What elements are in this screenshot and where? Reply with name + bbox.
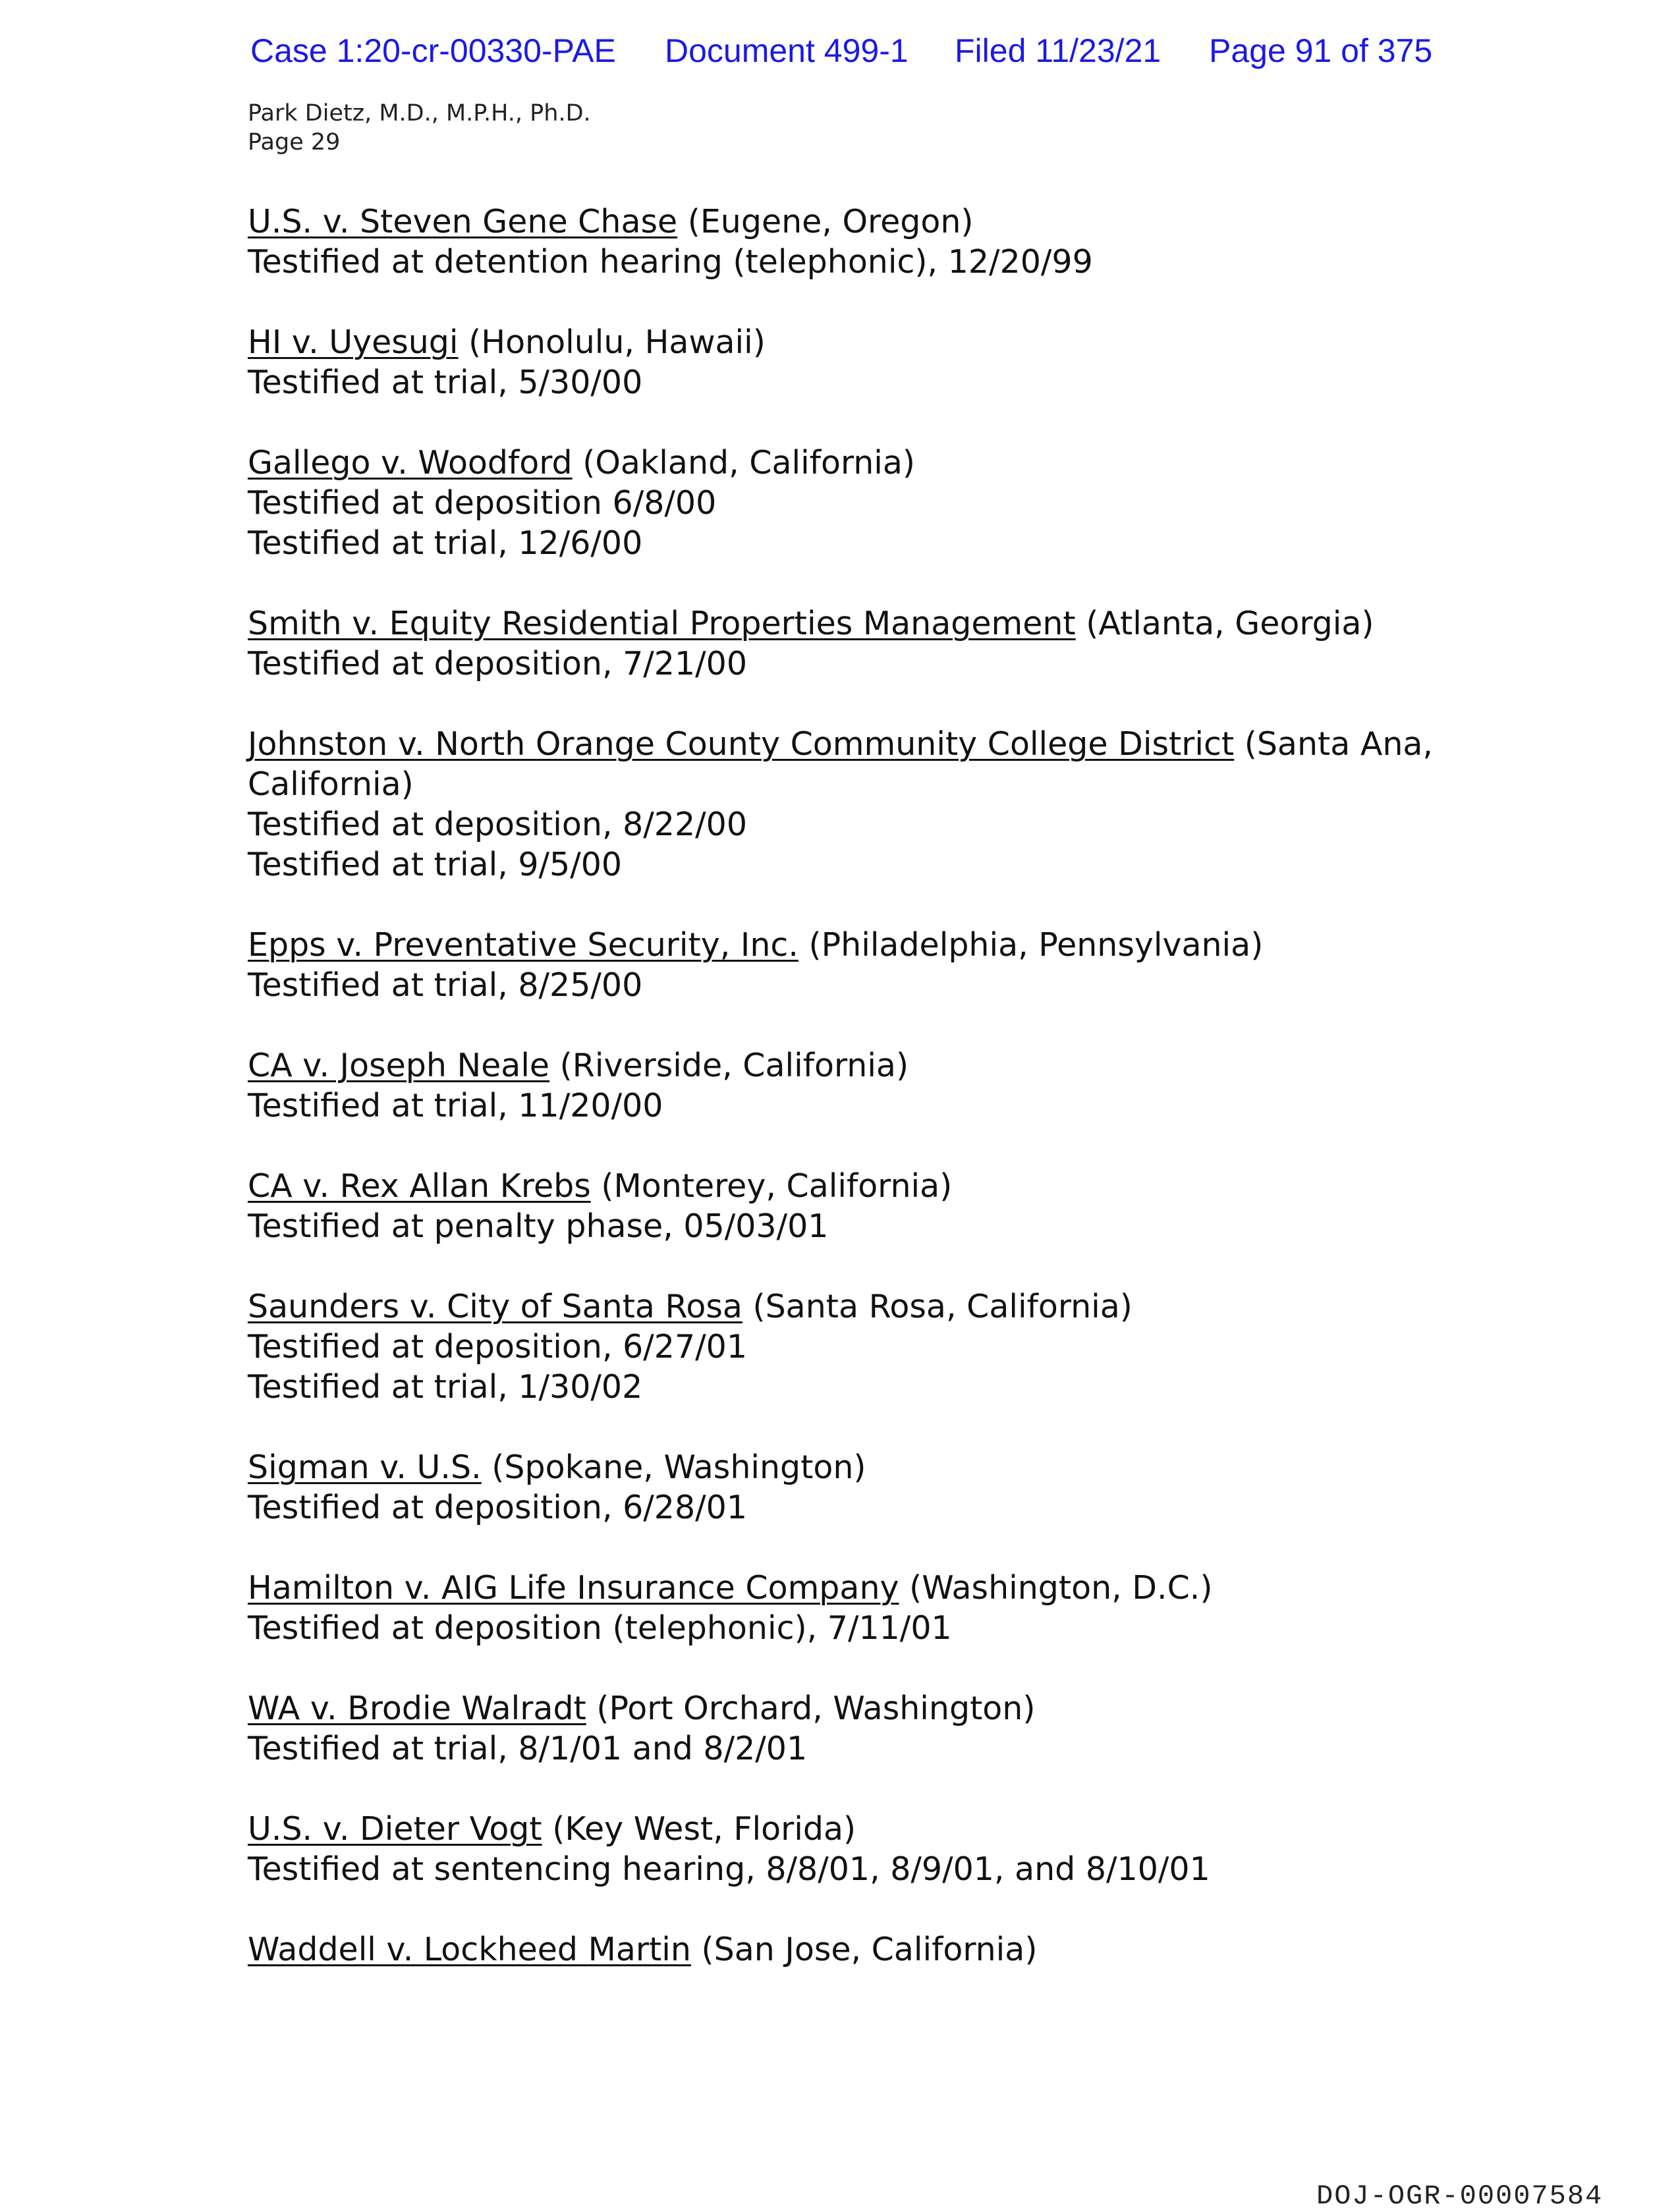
case-entry [248, 1688, 1447, 1769]
case-name: U.S. v. Dieter Vogt [248, 1810, 542, 1848]
case-heading [248, 1688, 1447, 1728]
testimony-detail: Testified at trial, 8/25/00 [248, 966, 643, 1004]
case-location: (Santa Ana, California) [248, 725, 1434, 803]
case-name: Johnston v. North Orange County Community College District [248, 725, 1235, 763]
case-name: Gallego v. Woodford [248, 444, 573, 482]
case-heading [248, 1045, 1447, 1086]
case-location: (Atlanta, Georgia) [1075, 605, 1374, 642]
case-entry [248, 1286, 1447, 1407]
case-heading [248, 1286, 1447, 1327]
case-location: (Oakland, California) [572, 444, 916, 482]
case-name: HI v. Uyesugi [248, 323, 459, 361]
case-heading [248, 1166, 1447, 1206]
case-name: Waddell v. Lockheed Martin [248, 1931, 691, 1968]
testimony-detail: Testified at penalty phase, 05/03/01 [248, 1207, 829, 1245]
case-name: Sigman v. U.S. [248, 1449, 482, 1486]
case-location: (Honolulu, Hawaii) [458, 323, 766, 361]
testimony-detail: Testified at trial, 11/20/00 [248, 1087, 663, 1124]
case-heading [248, 724, 1447, 804]
testimony-detail: Testified at deposition, 8/22/00 [248, 806, 747, 843]
case-entry [248, 603, 1447, 684]
case-heading [248, 1447, 1447, 1487]
running-head-author: Park Dietz, M.D., M.P.H., Ph.D. [248, 100, 591, 126]
case-name: Saunders v. City of Santa Rosa [248, 1288, 742, 1325]
bates-stamp: DOJ-OGR-00007584 [1316, 2180, 1604, 2212]
case-name: U.S. v. Steven Gene Chase [248, 203, 678, 240]
case-name: Smith v. Equity Residential Properties Management [248, 605, 1076, 642]
testimony-detail: Testified at trial, 1/30/02 [248, 1368, 643, 1406]
testimony-detail: Testified at trial, 9/5/00 [248, 846, 623, 883]
testimony-detail: Testified at sentencing hearing, 8/8/01, 8/9/01, and 8/10/01 [248, 1850, 1210, 1888]
page-count: Page 91 of 375 [1209, 32, 1433, 69]
case-location: (Philadelphia, Pennsylvania) [798, 926, 1264, 964]
case-entry [248, 1809, 1447, 1889]
case-entry [248, 1166, 1447, 1246]
document-number: Document 499-1 [665, 32, 909, 69]
case-number: Case 1:20-cr-00330-PAE [250, 32, 616, 69]
case-location: (Port Orchard, Washington) [586, 1690, 1036, 1727]
case-name: Hamilton v. AIG Life Insurance Company [248, 1569, 899, 1607]
case-entry [248, 202, 1447, 282]
case-name: CA v. Joseph Neale [248, 1047, 550, 1084]
case-location: (Spokane, Washington) [481, 1449, 866, 1486]
testimony-detail: Testified at trial, 12/6/00 [248, 524, 643, 562]
case-location: (Eugene, Oregon) [677, 203, 974, 240]
testimony-detail: Testified at detention hearing (telephonic), 12/20/99 [248, 243, 1093, 281]
testimony-detail: Testified at deposition (telephonic), 7/11/01 [248, 1609, 952, 1647]
case-location: (Riverside, California) [549, 1047, 909, 1084]
case-entry [248, 1045, 1447, 1126]
case-location: (Santa Rosa, California) [742, 1288, 1133, 1325]
testimony-detail: Testified at deposition, 6/28/01 [248, 1489, 747, 1526]
case-heading [248, 925, 1447, 965]
testimony-list [248, 202, 1447, 2010]
case-entry [248, 724, 1447, 885]
case-location: (Washington, D.C.) [899, 1569, 1213, 1607]
case-heading [248, 1809, 1447, 1849]
case-heading [248, 202, 1447, 242]
case-name: CA v. Rex Allan Krebs [248, 1167, 591, 1205]
testimony-detail: Testified at trial, 5/30/00 [248, 364, 643, 401]
case-entry [248, 1929, 1447, 1970]
testimony-detail: Testified at deposition 6/8/00 [248, 484, 717, 522]
testimony-detail: Testified at trial, 8/1/01 and 8/2/01 [248, 1730, 808, 1767]
case-name: Epps v. Preventative Security, Inc. [248, 926, 798, 964]
case-heading [248, 1929, 1447, 1970]
case-entry [248, 322, 1447, 402]
case-location: (Monterey, California) [590, 1167, 953, 1205]
case-entry [248, 1447, 1447, 1528]
filed-date: Filed 11/23/21 [955, 32, 1162, 69]
case-heading [248, 443, 1447, 483]
case-entry [248, 1568, 1447, 1648]
case-entry [248, 925, 1447, 1005]
case-location: (Key West, Florida) [542, 1810, 856, 1848]
case-location: (San Jose, California) [690, 1931, 1038, 1968]
case-entry [248, 443, 1447, 563]
testimony-detail: Testified at deposition, 6/27/01 [248, 1328, 747, 1366]
case-name: WA v. Brodie Walradt [248, 1690, 586, 1727]
testimony-detail: Testified at deposition, 7/21/00 [248, 645, 747, 682]
case-heading [248, 1568, 1447, 1608]
case-heading [248, 322, 1447, 362]
running-head-page: Page 29 [248, 129, 341, 155]
case-heading [248, 603, 1447, 644]
